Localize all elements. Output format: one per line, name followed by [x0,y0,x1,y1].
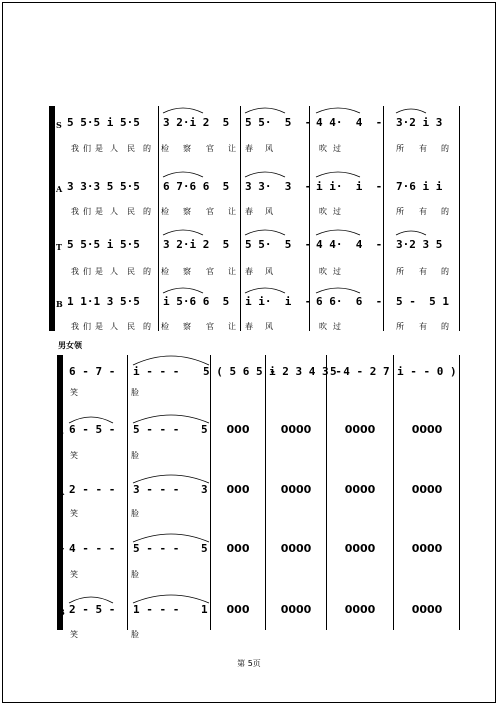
rest-measure: 0000 [280,603,312,616]
lyric-syllable: 过 [333,144,341,153]
lyric-syllable: 春 [245,207,253,216]
lyric-syllable: 我 [71,322,79,331]
lyric-syllable: 检 [161,267,169,276]
rest-measure: 000 [226,542,250,555]
lyric-syllable: 我 [71,267,79,276]
lyric-syllable: 们 [83,267,91,276]
rest-measure: 0000 [280,423,312,436]
lyric-syllable: 察 [183,144,191,153]
measure-notes: 3 2·i 2 5 [163,238,230,251]
lyric-syllable: 们 [83,207,91,216]
lyric-syllable: 所 [396,322,404,331]
measure-notes: 5 [201,423,208,436]
lyric-syllable: 检 [161,144,169,153]
measure-notes: 3 3·3 5 5·5 [67,180,140,193]
lyric-syllable: 让 [228,207,236,216]
measure-notes: 1 - - - [133,603,180,616]
lyric-syllable: 官 [206,144,214,153]
lyric-syllable: 过 [333,322,341,331]
measure-notes: 5 4 - 2 7 [330,365,390,378]
lyric-syllable: 人 [110,144,118,153]
lyric-syllable: 的 [441,322,449,331]
lyric-syllable: 民 [127,144,135,153]
lyric-syllable: 人 [110,207,118,216]
lyric-syllable: 风 [265,267,273,276]
lyric-syllable: 脸 [131,630,139,639]
score-page [2,2,496,703]
lyric-syllable: 有 [419,267,427,276]
lyric-syllable: 们 [83,322,91,331]
lyric-syllable: 我 [71,207,79,216]
lyric-syllable: 人 [110,322,118,331]
lyric-syllable: 笑 [70,570,78,579]
measure-notes: 1 1·1 3 5·5 [67,295,140,308]
lyric-syllable: 春 [245,322,253,331]
lyric-syllable: 的 [143,322,151,331]
lyric-syllable: 察 [183,267,191,276]
part-label: S [56,120,62,130]
rest-measure: 000 [226,603,250,616]
lyric-syllable: 过 [333,267,341,276]
lyric-syllable: 的 [441,144,449,153]
rest-measure: 0000 [411,603,443,616]
rest-measure: 000 [226,423,250,436]
measure-notes: 4 4· 4 - [316,116,383,129]
lyric-syllable: 是 [95,144,103,153]
lyric-syllable: 脸 [131,570,139,579]
rest-measure: 0000 [344,603,376,616]
lyric-syllable: 是 [95,322,103,331]
part-label: B [58,607,65,617]
lyric-syllable: 让 [228,267,236,276]
measure-notes: 5 - 5 1 [396,295,449,308]
lyric-syllable: 所 [396,144,404,153]
lyric-syllable: 有 [419,144,427,153]
part-label: T [56,242,62,252]
measure-notes: 5 - - - [133,542,180,555]
lyric-syllable: 春 [245,267,253,276]
lyric-syllable: 官 [206,267,214,276]
lyric-syllable: 春 [245,144,253,153]
measure-notes: 5 5·5 i 5·5 [67,238,140,251]
measure-notes: 5 - - - [133,423,180,436]
measure-notes: 5 5· 5 - [245,238,312,251]
measure-notes: 3 [201,483,208,496]
rest-measure: 0000 [411,542,443,555]
measure-notes: 5 5·5 i 5·5 [67,116,140,129]
lyric-syllable: 是 [95,207,103,216]
measure-notes: i - - 0 ) [397,365,457,378]
rest-measure: 0000 [344,542,376,555]
lyric-syllable: 让 [228,144,236,153]
lyric-line [3,321,496,331]
measure-notes: 7·6 i i [396,180,443,193]
lyric-syllable: 吹 [319,322,327,331]
lyric-syllable: 我 [71,144,79,153]
lyric-syllable: 民 [127,267,135,276]
measure-notes: i i· i - [316,180,383,193]
lyric-syllable: 吹 [319,144,327,153]
lyric-syllable: 过 [333,207,341,216]
measure-notes: i - - - [133,365,180,378]
measure-notes: i i· i - [245,295,312,308]
lyric-syllable: 的 [441,267,449,276]
leader-label: 男女领 [58,341,82,350]
measure-notes: 4 - - - [69,542,116,555]
page-number: 第 5页 [237,659,261,668]
lyric-syllable: 官 [206,322,214,331]
measure-notes: 5 5· 5 - [245,116,312,129]
lyric-syllable: 脸 [131,451,139,460]
lyric-syllable: 人 [110,267,118,276]
lyric-syllable: 笑 [70,451,78,460]
lyric-syllable: 风 [265,144,273,153]
measure-notes: 6 - 7 - [69,365,116,378]
measure-notes: 4 4· 4 - [316,238,383,251]
measure-notes: 3 2·i 2 5 [163,116,230,129]
lyric-syllable: 风 [265,207,273,216]
measure-notes: 3 3· 3 - [245,180,312,193]
rest-measure: 000 [226,483,250,496]
measure-notes: 1 [201,603,208,616]
lyric-syllable: 所 [396,267,404,276]
slur-marks [3,353,496,623]
lyric-syllable: 们 [83,144,91,153]
lyric-syllable: 民 [127,207,135,216]
measure-notes: 2 - - - [69,483,116,496]
rest-measure: 0000 [411,423,443,436]
lyric-syllable: 脸 [131,509,139,518]
lyric-syllable: 风 [265,322,273,331]
measure-notes: i 5·6 6 5 [163,295,230,308]
lyric-syllable: 是 [95,267,103,276]
lyric-syllable: 所 [396,207,404,216]
lyric-syllable: 让 [228,322,236,331]
lyric-syllable: 吹 [319,267,327,276]
part-label: T [58,546,64,556]
lyric-syllable: 官 [206,207,214,216]
lyric-line [3,629,496,639]
rest-measure: 0000 [344,423,376,436]
lyric-syllable: 笑 [70,630,78,639]
rest-measure: 0000 [280,542,312,555]
lyric-syllable: 笑 [70,388,78,397]
rest-measure: 0000 [344,483,376,496]
slur-marks [3,103,496,313]
lyric-syllable: 检 [161,207,169,216]
measure-notes: 3·2 i 3 [396,116,443,129]
lyric-syllable: 有 [419,322,427,331]
lyric-syllable: 脸 [131,388,139,397]
part-label: B [56,299,63,309]
measure-notes: 5 ( 5 6 5 - [203,365,276,378]
measure-notes: 6 - 5 - [69,423,116,436]
lyric-syllable: 的 [143,144,151,153]
lyric-syllable: 有 [419,207,427,216]
part-label: A [56,184,63,194]
measure-notes: 6 6· 6 - [316,295,383,308]
lyric-syllable: 民 [127,322,135,331]
lyric-syllable: 的 [441,207,449,216]
measure-notes: 3·2 3 5 [396,238,443,251]
measure-notes: 5 [201,542,208,555]
rest-measure: 0000 [411,483,443,496]
part-label: A [58,487,65,497]
lyric-syllable: 察 [183,322,191,331]
measure-notes: 6 7·6 6 5 [163,180,230,193]
rest-measure: 0000 [280,483,312,496]
lyric-syllable: 检 [161,322,169,331]
lyric-syllable: 察 [183,207,191,216]
lyric-syllable: 吹 [319,207,327,216]
part-label: S [58,427,64,437]
lyric-syllable: 的 [143,267,151,276]
lyric-syllable: 的 [143,207,151,216]
lyric-syllable: 笑 [70,509,78,518]
measure-notes: 2 - 5 - [69,603,116,616]
measure-notes: 3 - - - [133,483,180,496]
measure-notes: i 2 3 4 3 - [269,365,342,378]
